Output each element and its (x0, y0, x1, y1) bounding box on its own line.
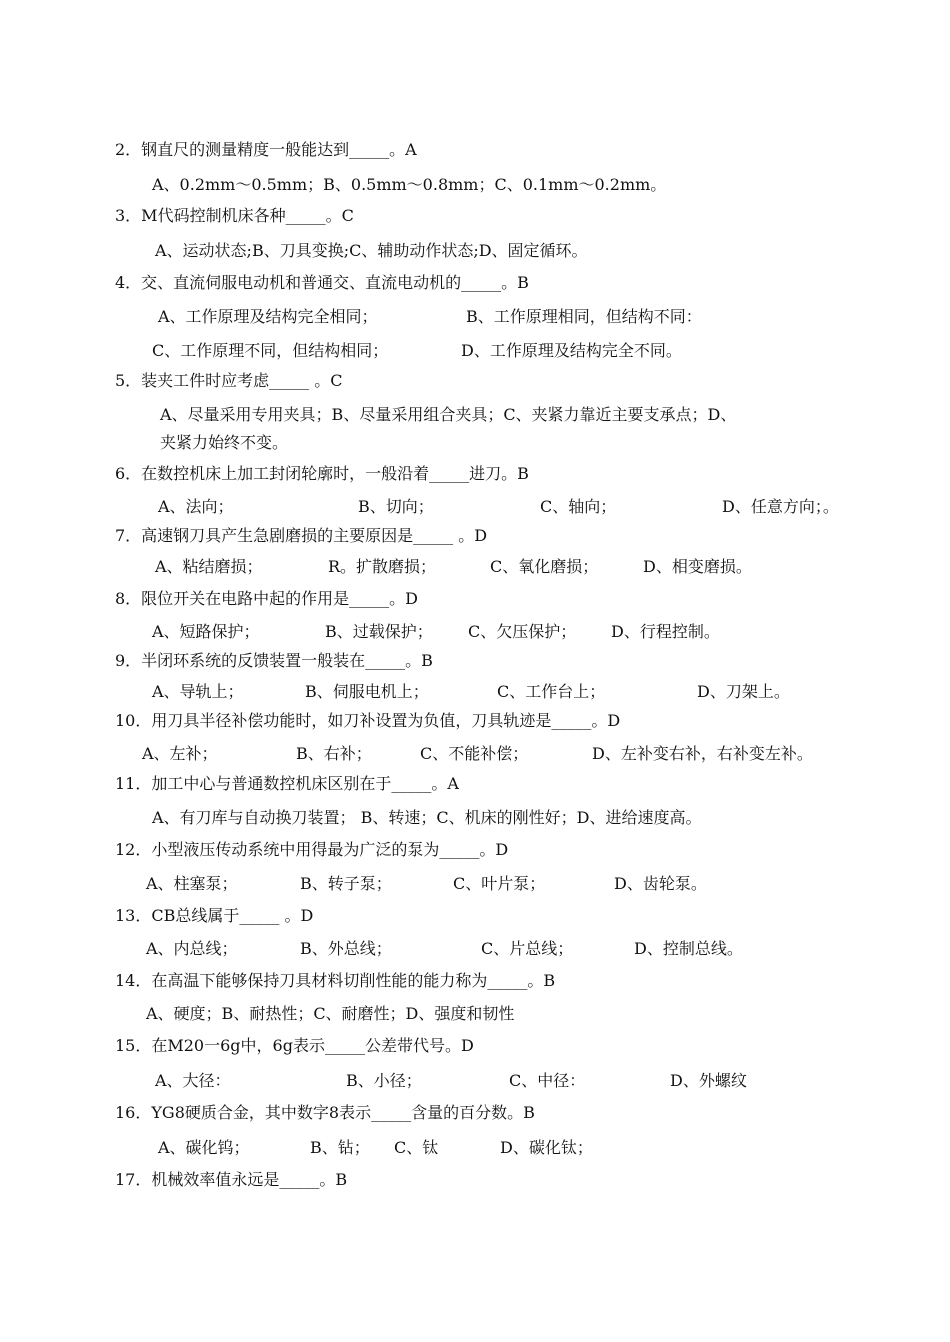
question-4-option-c: C、工作原理不同，但结构相同； (152, 341, 389, 360)
question-9: 9．半闭环系统的反馈装置一般装在_____。B (115, 651, 433, 670)
question-16-option-a: A、碳化钨； (158, 1138, 250, 1157)
question-4-option-d: D、工作原理及结构完全不同。 (461, 341, 682, 360)
question-7-option-b: R。扩散磨损； (328, 557, 437, 576)
question-15-option-c: C、中径： (509, 1071, 586, 1090)
question-7-option-d: D、相变磨损。 (643, 557, 752, 576)
question-13-option-a: A、内总线； (146, 939, 238, 958)
question-9-option-b: B、伺服电机上； (305, 682, 429, 701)
question-13-option-c: C、片总线； (481, 939, 574, 958)
question-4: 4．交、直流伺服电动机和普通交、直流电动机的_____。B (115, 273, 529, 292)
question-15-option-d: D、外螺纹 (670, 1071, 747, 1090)
question-7-option-a: A、粘结磨损； (155, 557, 263, 576)
question-6-option-d: D、任意方向；。 (722, 497, 839, 516)
question-3: 3．M代码控制机床各种_____。C (115, 206, 354, 225)
question-6-option-a: A、法向； (158, 497, 234, 516)
question-16: 16．YG8硬质合金，其中数字8表示_____含量的百分数。B (115, 1103, 535, 1122)
question-16-option-d: D、碳化钛； (500, 1138, 593, 1157)
question-11-options: A、有刀库与自动换刀装置； B、转速；C、机床的刚性好；D、进给速度高。 (152, 808, 702, 827)
question-11: 11．加工中心与普通数控机床区别在于_____。A (115, 774, 459, 793)
question-8-option-d: D、行程控制。 (611, 622, 720, 641)
question-13: 13．CB总线属于_____ 。D (115, 906, 314, 925)
question-12-option-c: C、叶片泵； (453, 874, 546, 893)
question-4-option-b: B、工作原理相同，但结构不同： (466, 307, 702, 326)
question-5-options: A、尽量采用专用夹具；B、尽量采用组合夹具；C、夹紧力靠近主要支承点；D、 (160, 405, 737, 424)
question-2: 2．钢直尺的测量精度一般能达到_____。A (115, 140, 417, 159)
question-14-options: A、硬度；B、耐热性；C、耐磨性；D、强度和韧性 (146, 1004, 515, 1023)
question-13-option-b: B、外总线； (300, 939, 392, 958)
question-10-option-c: C、不能补偿； (420, 744, 529, 763)
question-4-option-a: A、工作原理及结构完全相同； (158, 307, 378, 326)
question-13-option-d: D、控制总线。 (634, 939, 743, 958)
question-15-option-b: B、小径； (346, 1071, 422, 1090)
question-9-option-d: D、刀架上。 (697, 682, 790, 701)
question-8-option-c: C、欠压保护； (468, 622, 577, 641)
question-10-option-d: D、左补变右补，右补变左补。 (592, 744, 813, 763)
question-17: 17．机械效率值永远是_____。B (115, 1170, 348, 1189)
question-3-options: A、运动状态;B、刀具变换;C、辅助动作状态;D、固定循环。 (155, 241, 588, 260)
question-15: 15．在M20一6g中，6g表示_____公差带代号。D (115, 1036, 474, 1055)
question-8: 8．限位开关在电路中起的作用是_____。D (115, 589, 419, 608)
question-6-option-c: C、轴向； (540, 497, 617, 516)
question-16-option-b: B、钻； (310, 1138, 370, 1157)
question-8-option-a: A、短路保护； (152, 622, 260, 641)
question-12-option-a: A、柱塞泵； (146, 874, 238, 893)
question-10-option-b: B、右补； (296, 744, 372, 763)
question-9-option-a: A、导轨上； (152, 682, 244, 701)
question-6-option-b: B、切向； (358, 497, 434, 516)
question-14: 14．在高温下能够保持刀具材料切削性能的能力称为_____。B (115, 971, 556, 990)
question-12-option-b: B、转子泵； (300, 874, 392, 893)
question-2-options: A、0.2mm～0.5mm；B、0.5mm～0.8mm；C、0.1mm～0.2mm。 (152, 175, 667, 194)
question-12-option-d: D、齿轮泵。 (614, 874, 707, 893)
question-5: 5．装夹工件时应考虑_____ 。C (115, 371, 343, 390)
question-8-option-b: B、过载保护； (325, 622, 433, 641)
question-10-option-a: A、左补； (142, 744, 218, 763)
question-7: 7．高速钢刀具产生急剧磨损的主要原因是_____ 。D (115, 526, 488, 545)
question-15-option-a: A、大径： (155, 1071, 231, 1090)
question-16-option-c: C、钛 (394, 1138, 439, 1157)
question-12: 12．小型液压传动系统中用得最为广泛的泵为_____。D (115, 840, 509, 859)
question-6: 6．在数控机床上加工封闭轮廓时，一般沿着_____进刀。B (115, 464, 529, 483)
question-5-options-cont: 夹紧力始终不变。 (160, 433, 289, 452)
question-7-option-c: C、氧化磨损； (490, 557, 599, 576)
question-10: 10．用刀具半径补偿功能时，如刀补设置为负值，刀具轨迹是_____。D (115, 711, 621, 730)
question-9-option-c: C、工作台上； (497, 682, 606, 701)
